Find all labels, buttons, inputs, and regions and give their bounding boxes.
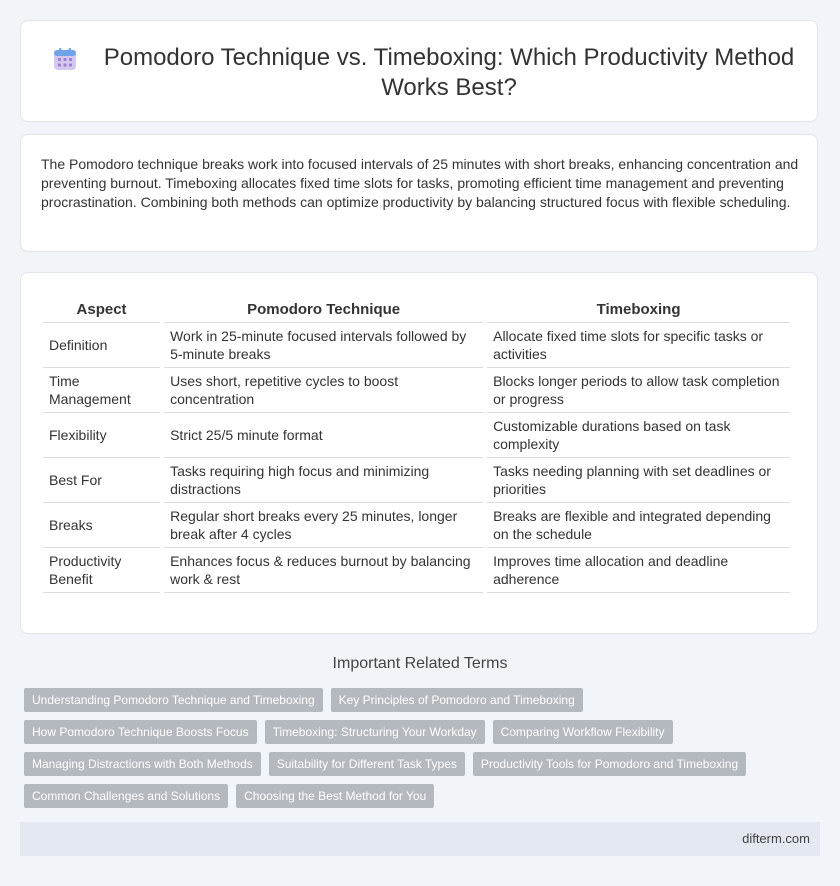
- related-tag[interactable]: Common Challenges and Solutions: [24, 784, 228, 808]
- related-terms-title: Important Related Terms: [332, 655, 508, 672]
- comparison-card: [20, 272, 818, 634]
- row-pomodoro: Tasks requiring high focus and minimizing distractions: [164, 458, 483, 503]
- intro-text: The Pomodoro technique breaks work into focused intervals of 25 minutes with short breaks, enhancing concentration and preventing burnout. Timeboxing allocates fixed time slots for tasks, promoting efficient time management and preventing procrastination. Combining both methods can optimize productivity by balancing structured focus with flexible scheduling.: [41, 156, 799, 210]
- footer-site-link[interactable]: difterm.com: [742, 831, 810, 846]
- row-timeboxing: Customizable durations based on task complexity: [487, 413, 790, 458]
- row-aspect: Breaks: [43, 503, 160, 548]
- intro-card: [20, 134, 818, 252]
- header-timeboxing: Timeboxing: [487, 293, 790, 323]
- row-pomodoro: Uses short, repetitive cycles to boost concentration: [164, 368, 483, 413]
- related-tag[interactable]: Comparing Workflow Flexibility: [493, 720, 673, 744]
- row-timeboxing: Allocate fixed time slots for specific tasks or activities: [487, 323, 790, 368]
- related-tag[interactable]: Productivity Tools for Pomodoro and Timeboxing: [473, 752, 746, 776]
- related-tag[interactable]: Choosing the Best Method for You: [236, 784, 434, 808]
- related-tag[interactable]: Key Principles of Pomodoro and Timeboxing: [331, 688, 583, 712]
- related-tags-row: [24, 720, 673, 744]
- table-row: [43, 323, 790, 368]
- row-aspect: Productivity Benefit: [43, 548, 160, 593]
- related-tags-row: [24, 784, 434, 808]
- page-title: Pomodoro Technique vs. Timeboxing: Which Productivity Method Works Best?: [103, 44, 795, 101]
- related-tag[interactable]: Understanding Pomodoro Technique and Timeboxing: [24, 688, 323, 712]
- related-tags-row: [24, 688, 583, 712]
- related-tag[interactable]: Suitability for Different Task Types: [269, 752, 465, 776]
- row-timeboxing: Blocks longer periods to allow task completion or progress: [487, 368, 790, 413]
- row-timeboxing: Breaks are flexible and integrated depending on the schedule: [487, 503, 790, 548]
- table-row: [43, 368, 790, 413]
- footer: [20, 822, 820, 856]
- table-header-row: [43, 293, 790, 323]
- row-pomodoro: Work in 25-minute focused intervals followed by 5-minute breaks: [164, 323, 483, 368]
- header-aspect: Aspect: [43, 293, 160, 323]
- table-row: [43, 503, 790, 548]
- row-aspect: Time Management: [43, 368, 160, 413]
- related-tag[interactable]: Timeboxing: Structuring Your Workday: [265, 720, 485, 744]
- row-pomodoro: Enhances focus & reduces burnout by balancing work & rest: [164, 548, 483, 593]
- comparison-table: [39, 293, 794, 593]
- row-aspect: Definition: [43, 323, 160, 368]
- related-tag[interactable]: How Pomodoro Technique Boosts Focus: [24, 720, 257, 744]
- table-row: [43, 458, 790, 503]
- related-tag[interactable]: Managing Distractions with Both Methods: [24, 752, 261, 776]
- row-pomodoro: Strict 25/5 minute format: [164, 413, 483, 458]
- header-pomodoro: Pomodoro Technique: [164, 293, 483, 323]
- row-aspect: Flexibility: [43, 413, 160, 458]
- calendar-icon: [53, 47, 77, 71]
- row-aspect: Best For: [43, 458, 160, 503]
- table-row: [43, 548, 790, 593]
- row-timeboxing: Improves time allocation and deadline adherence: [487, 548, 790, 593]
- row-pomodoro: Regular short breaks every 25 minutes, longer break after 4 cycles: [164, 503, 483, 548]
- row-timeboxing: Tasks needing planning with set deadlines or priorities: [487, 458, 790, 503]
- related-tags-row: [24, 752, 746, 776]
- table-row: [43, 413, 790, 458]
- header-card: [20, 20, 818, 122]
